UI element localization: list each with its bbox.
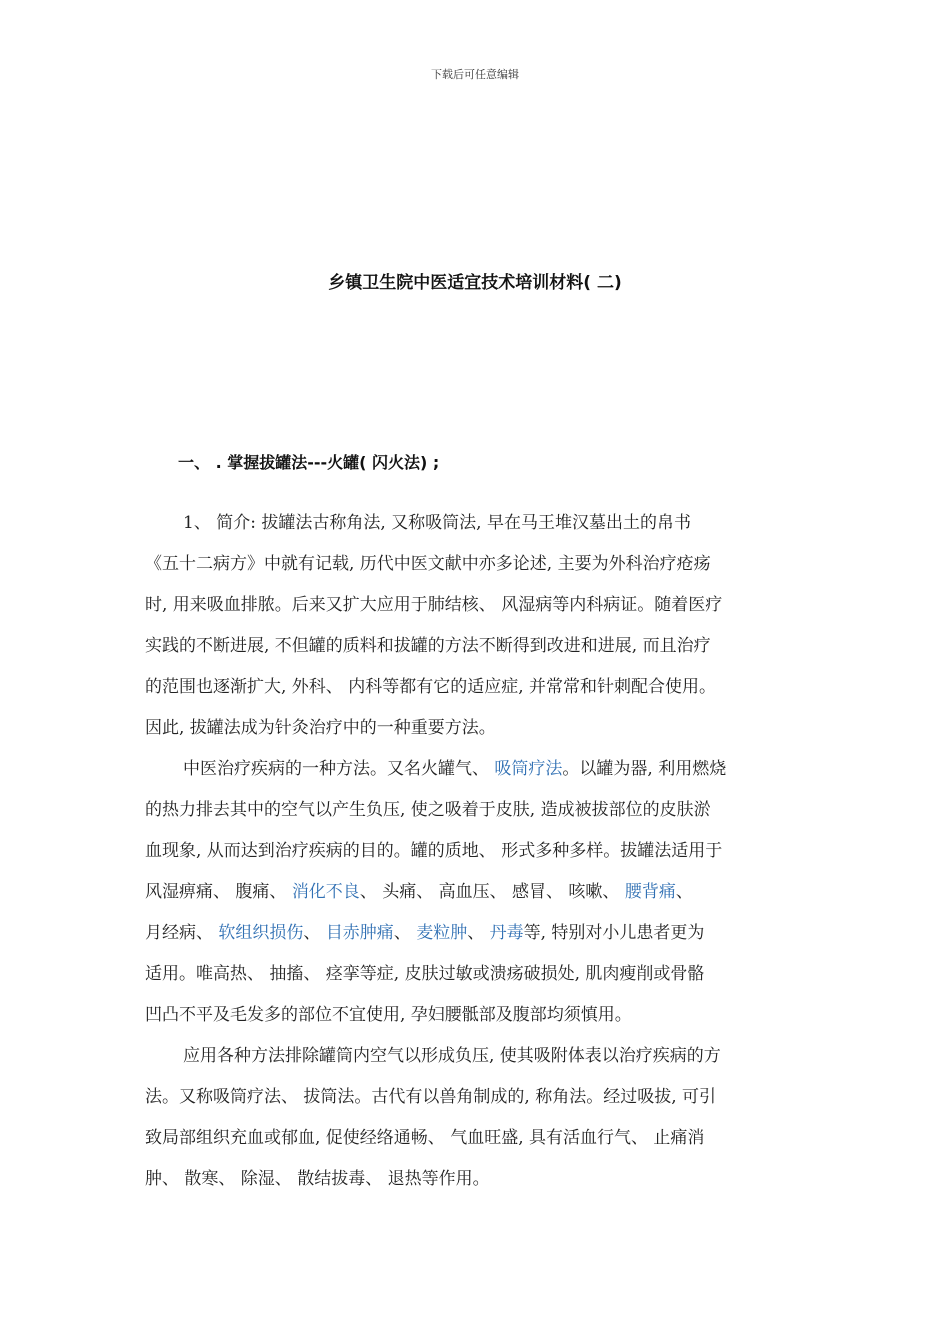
text-line: 法。又称吸筒疗法、 拔筒法。古代有以兽角制成的, 称角法。经过吸拔, 可引 <box>145 1087 717 1107</box>
text-line: 适用。唯高热、 抽搐、 痉挛等症, 皮肤过敏或溃疡破损处, 肌肉瘦削或骨骼 <box>145 964 705 984</box>
section-heading: 一、 . 掌握拔罐法---火罐( 闪火法) ; <box>178 453 440 472</box>
text-line: 的热力排去其中的空气以产生负压, 使之吸着于皮肤, 造成被拔部位的皮肤淤 <box>145 800 711 820</box>
text-line: 肿、 散寒、 除湿、 散结拔毒、 退热等作用。 <box>145 1169 490 1189</box>
text-span: 等, 特别对小儿患者更为 <box>523 923 705 943</box>
paragraph-method <box>145 1036 807 1200</box>
link-xitong-liaofa[interactable]: 吸筒疗法 <box>494 759 563 779</box>
document-body <box>145 503 807 1200</box>
text-span: 、 <box>393 923 417 943</box>
text-line: 应用各种方法排除罐筒内空气以形成负压, 使其吸附体表以治疗疾病的方 <box>183 1046 721 1066</box>
link-ruanzuzhi-sunshang[interactable]: 软组织损伤 <box>218 923 304 943</box>
text-line <box>145 872 807 913</box>
paragraph-intro <box>145 503 807 749</box>
text-span: 月经病、 <box>145 923 219 943</box>
text-span: 风湿痹痛、 腹痛、 <box>145 882 292 902</box>
link-mailizhong[interactable]: 麦粒肿 <box>416 923 468 943</box>
link-xiaohua-buliang[interactable]: 消化不良 <box>291 882 360 902</box>
text-line: 凹凸不平及毛发多的部位不宜使用, 孕妇腰骶部及腹部均须慎用。 <box>145 1005 632 1025</box>
text-span: 中医治疗疾病的一种方法。又名火罐气、 <box>183 759 495 779</box>
text-line <box>145 913 807 954</box>
text-line: 的范围也逐渐扩大, 外科、 内科等都有它的适应症, 并常常和针刺配合使用。 <box>145 677 717 697</box>
text-line: 致局部组织充血或郁血, 促使经络通畅、 气血旺盛, 具有活血行气、 止痛消 <box>145 1128 705 1148</box>
document-title: 乡镇卫生院中医适宜技术培训材料( 二) <box>328 273 622 293</box>
text-line <box>145 749 807 790</box>
text-span: 、 <box>303 923 326 943</box>
link-dandu[interactable]: 丹毒 <box>489 923 524 943</box>
text-span: 、 <box>675 882 693 902</box>
text-line: 血现象, 从而达到治疗疾病的目的。罐的质地、 形式多种多样。拔罐法适用于 <box>145 841 723 861</box>
text-line: 实践的不断进展, 不但罐的质料和拔罐的方法不断得到改进和进展, 而且治疗 <box>145 636 711 656</box>
text-span: 。以罐为器, 利用燃烧 <box>562 759 727 779</box>
text-span: 、 <box>467 923 490 943</box>
link-muchi-zhongtong[interactable]: 目赤肿痛 <box>325 923 394 943</box>
page-header-note: 下载后可任意编辑 <box>431 68 519 81</box>
link-yaobeitong[interactable]: 腰背痛 <box>624 882 676 902</box>
text-line: 因此, 拔罐法成为针灸治疗中的一种重要方法。 <box>145 718 496 738</box>
text-line: 《五十二病方》中就有记载, 历代中医文献中亦多论述, 主要为外科治疗疮疡 <box>145 554 711 574</box>
text-line: 1、 简介: 拔罐法古称角法, 又称吸筒法, 早在马王堆汉墓出土的帛书 <box>183 513 691 533</box>
paragraph-indications <box>145 749 807 1036</box>
text-line: 时, 用来吸血排脓。后来又扩大应用于肺结核、 风湿病等内科病证。随着医疗 <box>145 595 723 615</box>
text-span: 、 头痛、 高血压、 感冒、 咳嗽、 <box>359 882 625 902</box>
